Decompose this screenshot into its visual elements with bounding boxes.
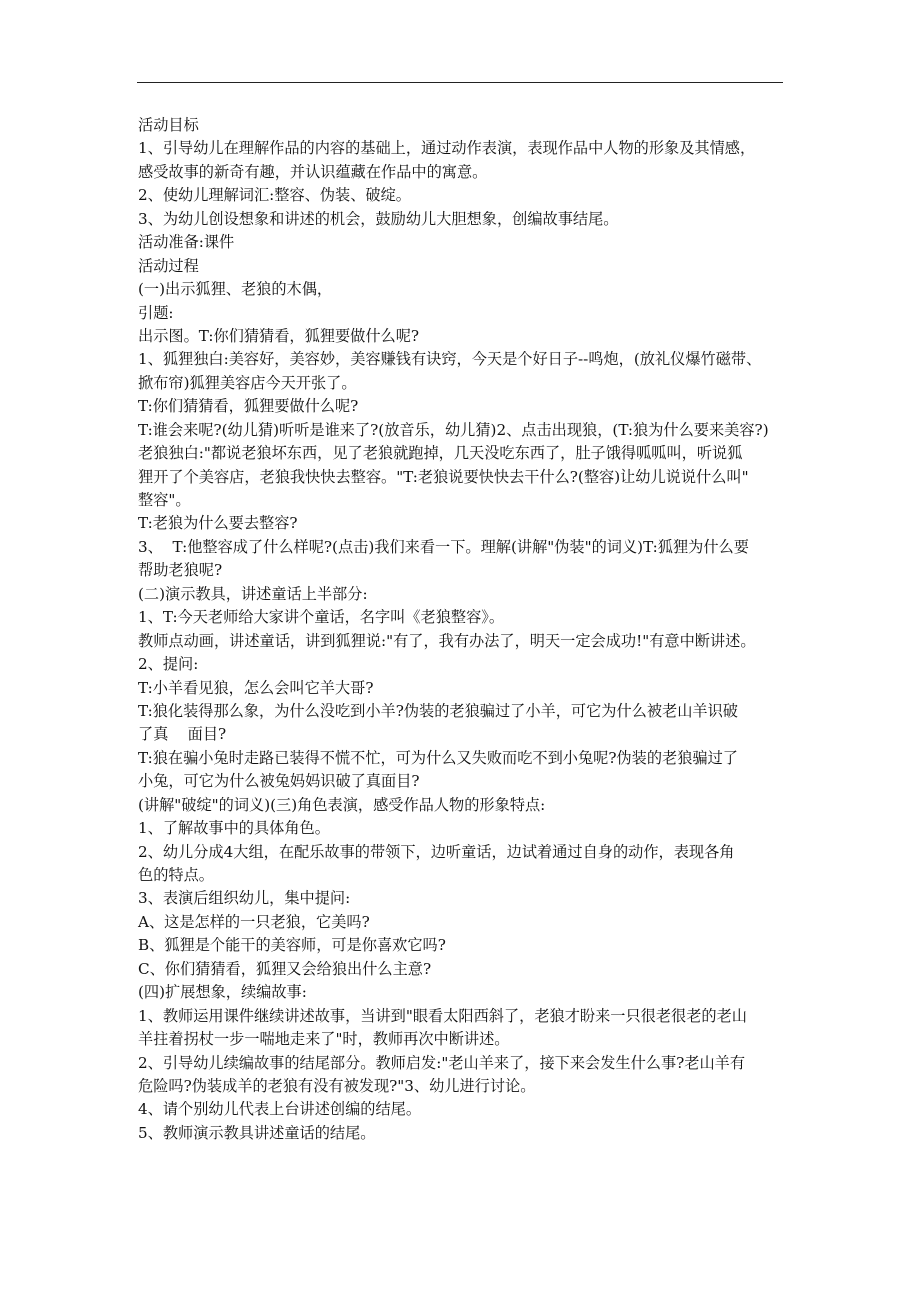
text-line: 色的特点。 — [138, 866, 214, 884]
text-line: C、你们猜猜看，狐狸又会给狼出什么主意? — [138, 959, 432, 978]
text-line: 感受故事的新奇有趣，并认识蕴藏在作品中的寓意。 — [138, 162, 488, 181]
text-line: 2、使幼儿理解词汇:整容、伪装、破绽。 — [138, 186, 411, 205]
document-body — [138, 114, 788, 1145]
text-line: 1、T:今天老师给大家讲个童话，名字叫《老狼整容》。 — [138, 608, 505, 627]
text-line: (二)演示教具，讲述童话上半部分: — [138, 584, 368, 603]
text-line: (一)出示狐狸、老狼的木偶， — [138, 280, 333, 299]
text-line: 3、 T:他整容成了什么样呢?(点击)我们来看一下。理解(讲解"伪装"的词义)T:狐狸为什么要 — [138, 537, 749, 556]
text-line: 帮助老狼呢? — [138, 561, 223, 580]
text-line: 掀布帘)狐狸美容店今天开张了。 — [138, 373, 357, 392]
text-line: T:老狼为什么要去整容? — [138, 514, 298, 533]
text-line: T:谁会来呢?(幼儿猜)听听是谁来了?(放音乐，幼儿猜)2、点击出现狼，(T:狼为什么要来美容?) — [138, 420, 769, 439]
text-line: 1、了解故事中的具体角色。 — [138, 819, 330, 838]
text-line: 狸开了个美容店，老狼我快快去整容。"T:老狼说要快快去干什么?(整容)让幼儿说说什么叫" — [138, 467, 749, 486]
text-line: 活动准备:课件 — [138, 233, 235, 252]
text-line: T:狼化装得那么象，为什么没吃到小羊?伪装的老狼骗过了小羊，可它为什么被老山羊识破 — [138, 701, 738, 720]
header-rule — [137, 82, 783, 83]
text-line: B、狐狸是个能干的美容师，可是你喜欢它吗? — [138, 936, 446, 955]
text-line: 1、教师运用课件继续讲述故事，当讲到"眼看太阳西斜了，老狼才盼来一只很老很老的老山 — [138, 1006, 747, 1025]
text-line: 小兔，可它为什么被兔妈妈识破了真面目? — [138, 772, 420, 791]
text-line: T:狼在骗小兔时走路已装得不慌不忙，可为什么又失败而吃不到小兔呢?伪装的老狼骗过了 — [138, 748, 738, 767]
text-line: 3、表演后组织幼儿，集中提问: — [138, 889, 351, 908]
text-line: 1、引导幼儿在理解作品的内容的基础上，通过动作表演，表现作品中人物的形象及其情感， — [138, 139, 756, 158]
text-line: 5、教师演示教具讲述童话的结尾。 — [138, 1123, 376, 1142]
text-line: A、这是怎样的一只老狼，它美吗? — [138, 912, 370, 931]
text-line: 了真 面目? — [138, 725, 227, 744]
text-line: 引题: — [138, 303, 174, 322]
text-line: 羊拄着拐杖一步一喘地走来了"时，教师再次中断讲述。 — [138, 1030, 510, 1049]
text-line: 危险吗?伪装成羊的老狼有没有被发现?"3、幼儿进行讨论。 — [138, 1076, 536, 1095]
text-line: 3、为幼儿创设想象和讲述的机会，鼓励幼儿大胆想象，创编故事结尾。 — [138, 209, 619, 228]
text-line: 活动过程 — [138, 256, 199, 275]
text-line: 4、请个别幼儿代表上台讲述创编的结尾。 — [138, 1100, 422, 1119]
text-line: 2、提问: — [138, 655, 199, 674]
text-line: 教师点动画，讲述童话，讲到狐狸说:"有了，我有办法了，明天一定会成功!"有意中断讲述。 — [138, 631, 756, 650]
text-line: 活动目标 — [138, 116, 199, 134]
text-line: 2、引导幼儿续编故事的结尾部分。教师启发:"老山羊来了，接下来会发生什么事?老山羊有 — [138, 1053, 746, 1072]
text-line: T:你们猜猜看，狐狸要做什么呢? — [138, 397, 359, 416]
text-line: T:小羊看见狼，怎么会叫它羊大哥? — [138, 678, 374, 697]
text-line: 1、狐狸独白:美容好，美容妙，美容赚钱有诀窍，今天是个好日子--鸣炮，(放礼仪爆竹磁带、 — [138, 350, 762, 369]
text-line: (四)扩展想象，续编故事: — [138, 983, 307, 1002]
text-line: 整容"。 — [138, 491, 191, 509]
text-line: (讲解"破绽"的词义)(三)角色表演，感受作品人物的形象特点: — [138, 795, 546, 814]
text-line: 老狼独白:"都说老狼坏东西，见了老狼就跑掉，几天没吃东西了，肚子饿得呱呱叫，听说狐 — [138, 444, 743, 463]
text-line: 2、幼儿分成4大组，在配乐故事的带领下，边听童话，边试着通过自身的动作，表现各角 — [138, 842, 735, 861]
text-line: 出示图。T:你们猜猜看，狐狸要做什么呢? — [138, 326, 420, 345]
